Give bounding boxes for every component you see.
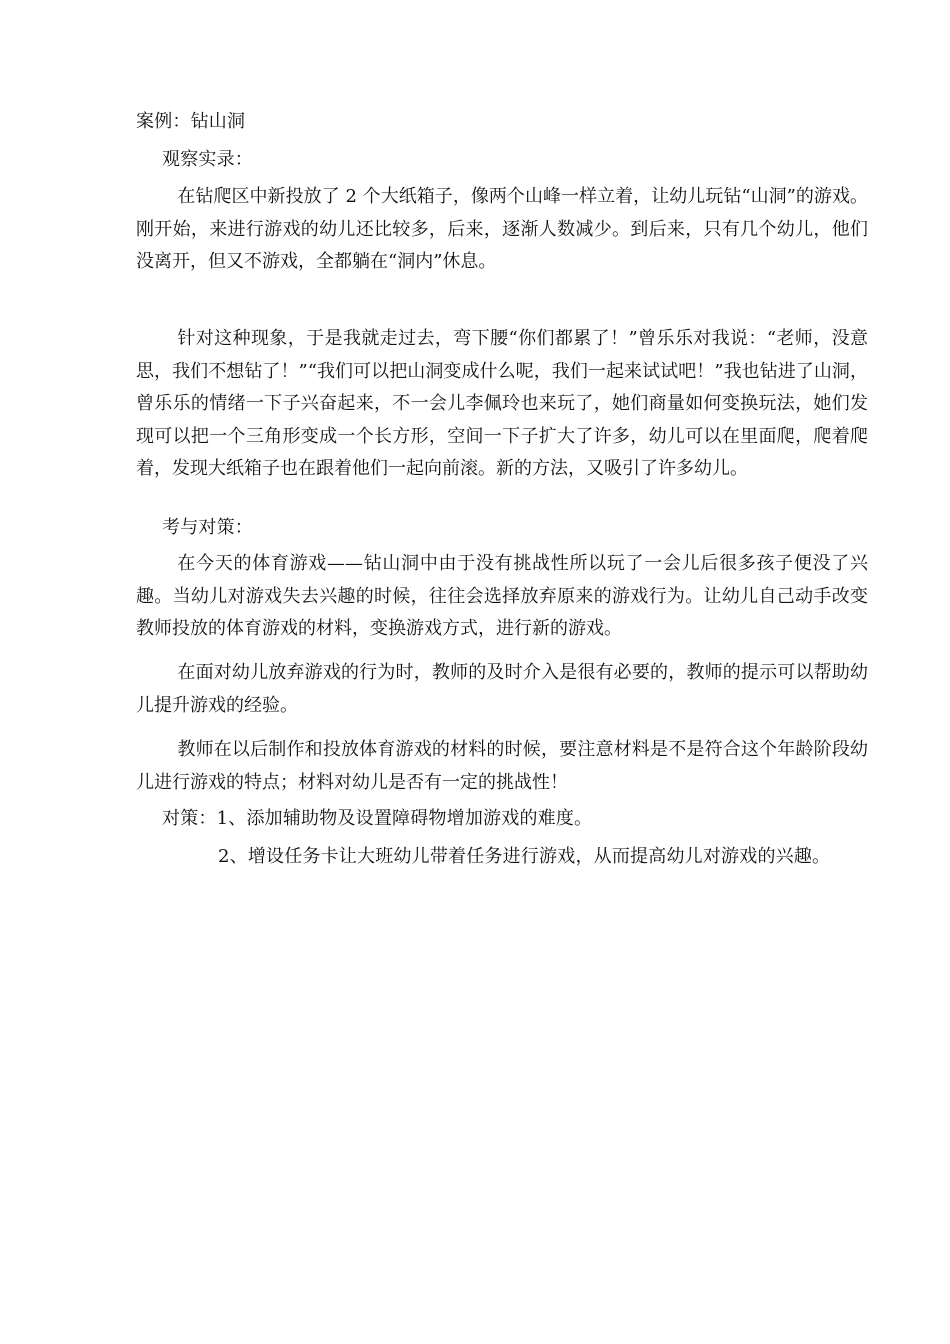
- reflection-heading: 考与对策：: [162, 517, 253, 538]
- observation-paragraph: 针对这种现象，于是我就走过去，弯下腰“你们都累了！”曾乐乐对我说：“老师，没意思，我们不想钻了！”“我们可以把山洞变成什么呢，我们一起来试试吧！”我也钻进了山洞，曾乐乐的情绪一下子兴奋起来，不一会儿李佩玲也来玩了，她们商量如何变换玩法，她们发现可以把一个三角形变成一个长方形，空间一下子扩大了许多，幼儿可以在里面爬，爬着爬着，发现大纸箱子也在跟着他们一起向前滚。新的方法，又吸引了许多幼儿。: [136, 328, 868, 479]
- reflection-paragraph: 在面对幼儿放弃游戏的行为时，教师的及时介入是很有必要的，教师的提示可以帮助幼儿提升游戏的经验。: [136, 662, 868, 716]
- reflection-paragraph: 在今天的体育游戏——钻山洞中由于没有挑战性所以玩了一会儿后很多孩子便没了兴趣。当幼儿对游戏失去兴趣的时候，往往会选择放弃原来的游戏行为。让幼儿自己动手改变教师投放的体育游戏的材料，变换游戏方式，进行新的游戏。: [136, 553, 868, 639]
- reflection-paragraph: 教师在以后制作和投放体育游戏的材料的时候，要注意材料是不是符合这个年龄阶段幼儿进行游戏的特点；材料对幼儿是否有一定的挑战性！: [136, 739, 868, 793]
- measure-item: 2、增设任务卡让大班幼儿带着任务进行游戏，从而提高幼儿对游戏的兴趣。: [218, 846, 831, 867]
- observation-heading: 观察实录：: [162, 149, 253, 170]
- observation-paragraph: 在钻爬区中新投放了 2 个大纸箱子，像两个山峰一样立着，让幼儿玩钻“山洞”的游戏。刚开始，来进行游戏的幼儿还比较多，后来，逐渐人数减少。到后来，只有几个幼儿，他们没离开，但又不游戏，全都躺在“洞内”休息。: [136, 186, 868, 272]
- case-title: 案例：钻山洞: [136, 111, 246, 132]
- measure-item: 对策：1、添加辅助物及设置障碍物增加游戏的难度。: [162, 808, 593, 829]
